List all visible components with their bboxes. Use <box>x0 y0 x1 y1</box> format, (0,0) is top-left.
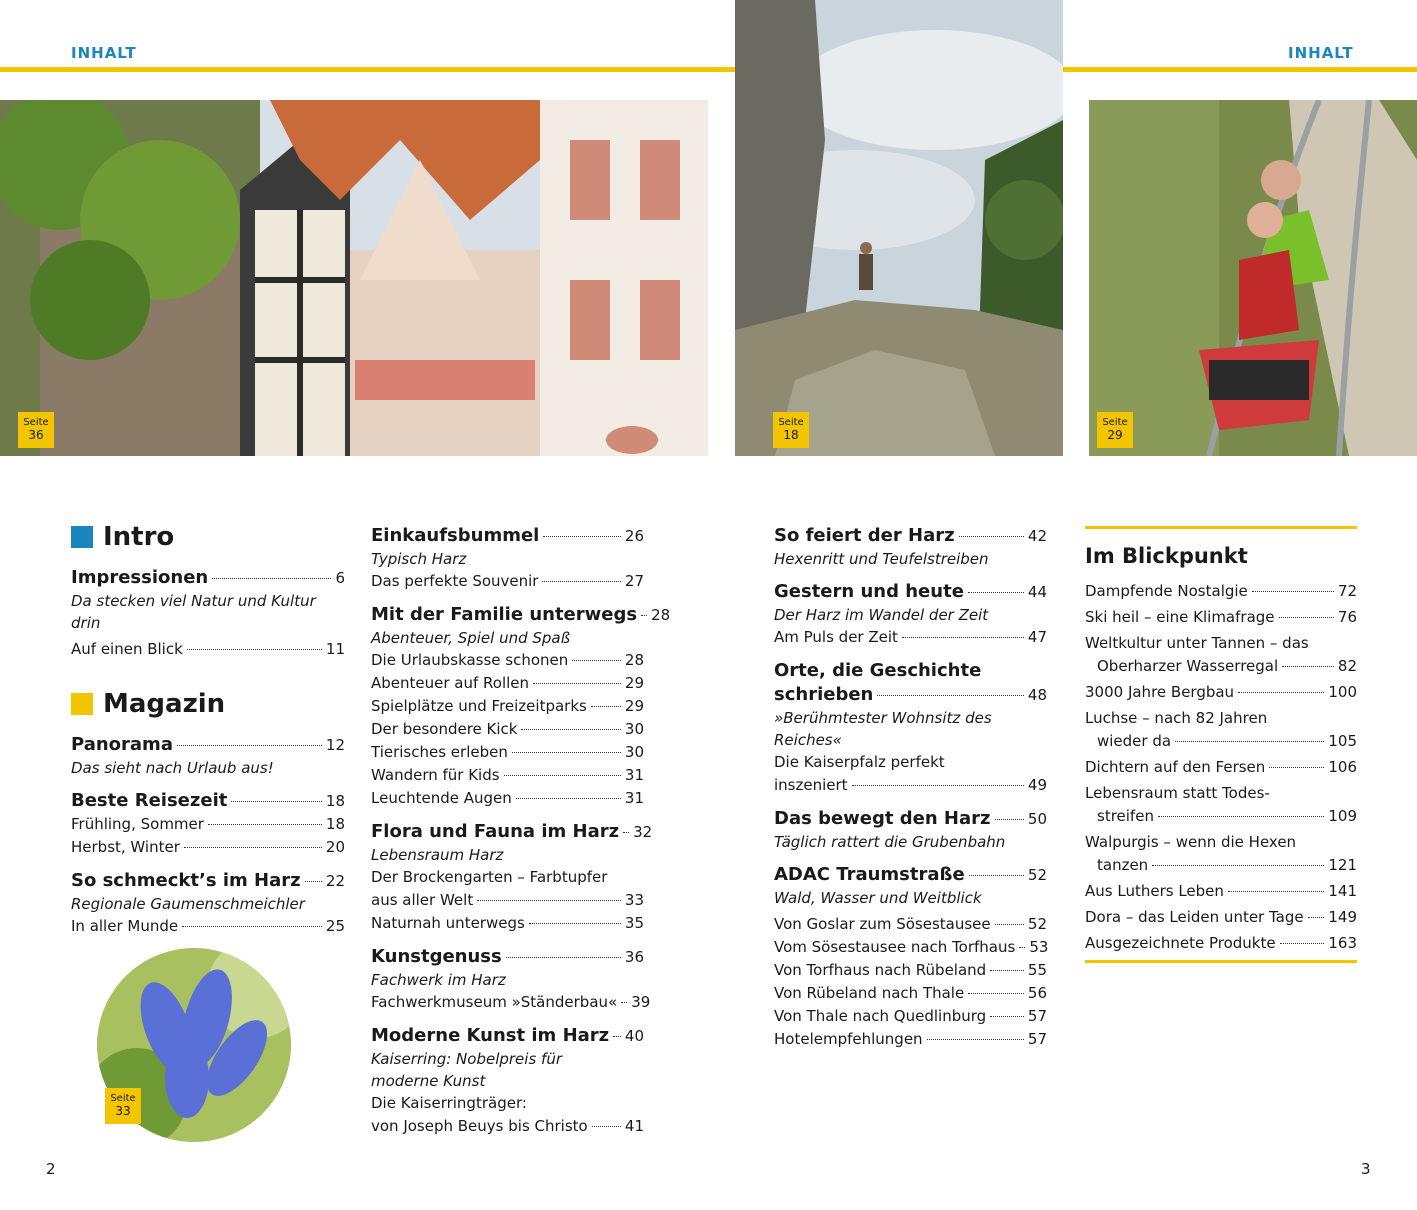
toc-entry[interactable]: In aller Munde 25 <box>71 917 345 935</box>
toc-column-2 <box>371 524 671 1148</box>
toc-entry[interactable]: Flora und Fauna im Harz 32 <box>371 821 653 842</box>
toc-entry[interactable]: Dampfende Nostalgie 72 <box>1085 582 1357 600</box>
toc-subtitle: Lebensraum Harz <box>371 846 504 864</box>
toc-subtitle: Fachwerk im Harz <box>371 971 506 989</box>
toc-entry[interactable]: inszeniert 49 <box>774 776 1047 794</box>
toc-subtitle: moderne Kunst <box>371 1072 486 1090</box>
toc-column-3 <box>774 524 1047 1061</box>
header-label-right: INHALT <box>1288 44 1354 62</box>
toc-entry[interactable]: Oberharzer Wasserregal 82 <box>1097 657 1357 675</box>
toc-entry[interactable]: Von Rübeland nach Thale 56 <box>774 984 1047 1002</box>
toc-headline-line[interactable]: Orte, die Geschichte <box>774 660 982 681</box>
toc-entry[interactable]: Mit der Familie unterwegs 28 <box>371 604 671 625</box>
blickpunkt-rule-top <box>1085 526 1357 529</box>
photo-hiker-on-rocks <box>735 0 1063 456</box>
toc-entry[interactable]: ADAC Traumstraße 52 <box>774 864 1047 885</box>
section-title-magazin: Magazin <box>71 689 345 719</box>
toc-column-4 <box>1085 544 1357 958</box>
blickpunkt-title: Im Blickpunkt <box>1085 544 1248 568</box>
toc-entry[interactable]: Beste Reisezeit 18 <box>71 790 345 811</box>
toc-subtitle: Der Harz im Wandel der Zeit <box>774 606 989 624</box>
badge-page: 18 <box>783 428 799 442</box>
photo-summer-toboggan <box>1089 100 1417 456</box>
toc-entry[interactable]: Fachwerkmuseum »Ständerbau« 39 <box>371 993 651 1011</box>
toc-entry[interactable]: wieder da 105 <box>1097 732 1357 750</box>
toc-entry[interactable]: aus aller Welt 33 <box>371 891 644 909</box>
toc-subtitle: Kaiserring: Nobelpreis für <box>371 1050 562 1068</box>
page-number-right: 3 <box>1361 1160 1371 1178</box>
toc-entry[interactable]: Einkaufsbummel 26 <box>371 525 644 546</box>
toc-subtitle: Hexenritt und Teufelstreiben <box>774 550 989 568</box>
toc-entry[interactable]: Moderne Kunst im Harz 40 <box>371 1025 644 1046</box>
toc-entry[interactable]: Gestern und heute 44 <box>774 581 1047 602</box>
toc-entry[interactable]: Spielplätze und Freizeitparks 29 <box>371 697 644 715</box>
toc-entry[interactable]: Naturnah unterwegs 35 <box>371 914 644 932</box>
page-badge <box>1097 412 1133 448</box>
page-number-left: 2 <box>46 1160 56 1178</box>
toc-subtitle: Regionale Gaumenschmeichler <box>71 895 305 913</box>
toc-entry[interactable]: Frühling, Sommer 18 <box>71 815 345 833</box>
blue-square-icon <box>71 526 93 548</box>
badge-label: Seite <box>1102 417 1128 428</box>
toc-entry-line[interactable]: Der Brockengarten – Farbtupfer <box>371 868 608 886</box>
toc-entry[interactable]: tanzen 121 <box>1097 856 1357 874</box>
toc-subtitle: Da stecken viel Natur und Kultur drin <box>71 592 316 632</box>
toc-entry[interactable]: So schmeckt’s im Harz 22 <box>71 870 345 891</box>
toc-entry-line[interactable]: Die Kaiserpfalz perfekt <box>774 753 945 771</box>
toc-entry[interactable]: Von Thale nach Quedlinburg 57 <box>774 1007 1047 1025</box>
badge-label: Seite <box>778 417 804 428</box>
toc-entry[interactable]: 3000 Jahre Bergbau 100 <box>1085 683 1357 701</box>
toc-entry[interactable]: Die Urlaubskasse schonen 28 <box>371 651 644 669</box>
badge-page: 36 <box>28 428 44 442</box>
section-title-intro: Intro <box>71 522 345 552</box>
toc-entry[interactable]: Impressionen 6 <box>71 567 345 588</box>
page-badge <box>773 412 809 448</box>
blickpunkt-rule-bottom <box>1085 960 1357 963</box>
toc-entry-line[interactable]: Walpurgis – wenn die Hexen <box>1085 833 1297 851</box>
header-label-left: INHALT <box>71 44 137 62</box>
toc-subtitle: Typisch Harz <box>371 550 467 568</box>
toc-entry[interactable]: Herbst, Winter 20 <box>71 838 345 856</box>
toc-entry[interactable]: Panorama 12 <box>71 734 345 755</box>
toc-entry[interactable]: Wandern für Kids 31 <box>371 766 644 784</box>
toc-entry[interactable]: Aus Luthers Leben 141 <box>1085 882 1357 900</box>
toc-entry[interactable]: Der besondere Kick 30 <box>371 720 644 738</box>
badge-label: Seite <box>23 417 49 428</box>
toc-entry[interactable]: Von Goslar zum Sösestausee 52 <box>774 915 1047 933</box>
toc-subtitle: »Berühmtester Wohnsitz des Reiches« <box>774 709 992 749</box>
yellow-square-icon <box>71 693 93 715</box>
toc-entry[interactable]: Hotelempfehlungen 57 <box>774 1030 1047 1048</box>
toc-entry-line[interactable]: Lebensraum statt Todes- <box>1085 784 1270 802</box>
photo-half-timbered-houses <box>0 100 708 456</box>
toc-entry[interactable]: Dichtern auf den Fersen 106 <box>1085 758 1357 776</box>
header-rule-right <box>1063 67 1417 72</box>
badge-page: 33 <box>115 1104 131 1118</box>
toc-entry[interactable]: Leuchtende Augen 31 <box>371 789 644 807</box>
badge-page: 29 <box>1107 428 1123 442</box>
toc-subtitle: Das sieht nach Urlaub aus! <box>71 759 274 777</box>
toc-entry[interactable]: Am Puls der Zeit 47 <box>774 628 1047 646</box>
toc-entry[interactable]: Dora – das Leiden unter Tage 149 <box>1085 908 1357 926</box>
toc-entry[interactable]: Kunstgenuss 36 <box>371 946 644 967</box>
toc-subtitle: Täglich rattert die Grubenbahn <box>774 833 1006 851</box>
toc-entry[interactable]: von Joseph Beuys bis Christo 41 <box>371 1117 644 1135</box>
toc-entry[interactable]: Von Torfhaus nach Rübeland 55 <box>774 961 1047 979</box>
toc-entry[interactable]: Ausgezeichnete Produkte 163 <box>1085 934 1357 952</box>
toc-entry[interactable]: streifen 109 <box>1097 807 1357 825</box>
toc-entry[interactable]: Vom Sösestausee nach Torfhaus 53 <box>774 938 1049 956</box>
toc-entry[interactable]: Auf einen Blick 11 <box>71 640 345 658</box>
toc-subtitle: Wald, Wasser und Weitblick <box>774 889 982 907</box>
toc-entry-line[interactable]: Luchse – nach 82 Jahren <box>1085 709 1268 727</box>
toc-subtitle: Abenteuer, Spiel und Spaß <box>371 629 571 647</box>
toc-entry[interactable]: Das bewegt den Harz 50 <box>774 808 1047 829</box>
toc-column-1 <box>71 522 345 948</box>
page-badge <box>18 412 54 448</box>
toc-entry-line[interactable]: Die Kaiserringträger: <box>371 1094 527 1112</box>
toc-entry[interactable]: Ski heil – eine Klimafrage 76 <box>1085 608 1357 626</box>
toc-entry-line[interactable]: Weltkultur unter Tannen – das <box>1085 634 1309 652</box>
toc-entry[interactable]: Tierisches erleben 30 <box>371 743 644 761</box>
toc-entry[interactable]: schrieben 48 <box>774 684 1047 705</box>
toc-entry[interactable]: Abenteuer auf Rollen 29 <box>371 674 644 692</box>
page-badge <box>105 1088 141 1124</box>
toc-entry[interactable]: So feiert der Harz 42 <box>774 525 1047 546</box>
badge-label: Seite <box>110 1093 136 1104</box>
toc-entry[interactable]: Das perfekte Souvenir 27 <box>371 572 644 590</box>
header-rule-left <box>0 67 735 72</box>
